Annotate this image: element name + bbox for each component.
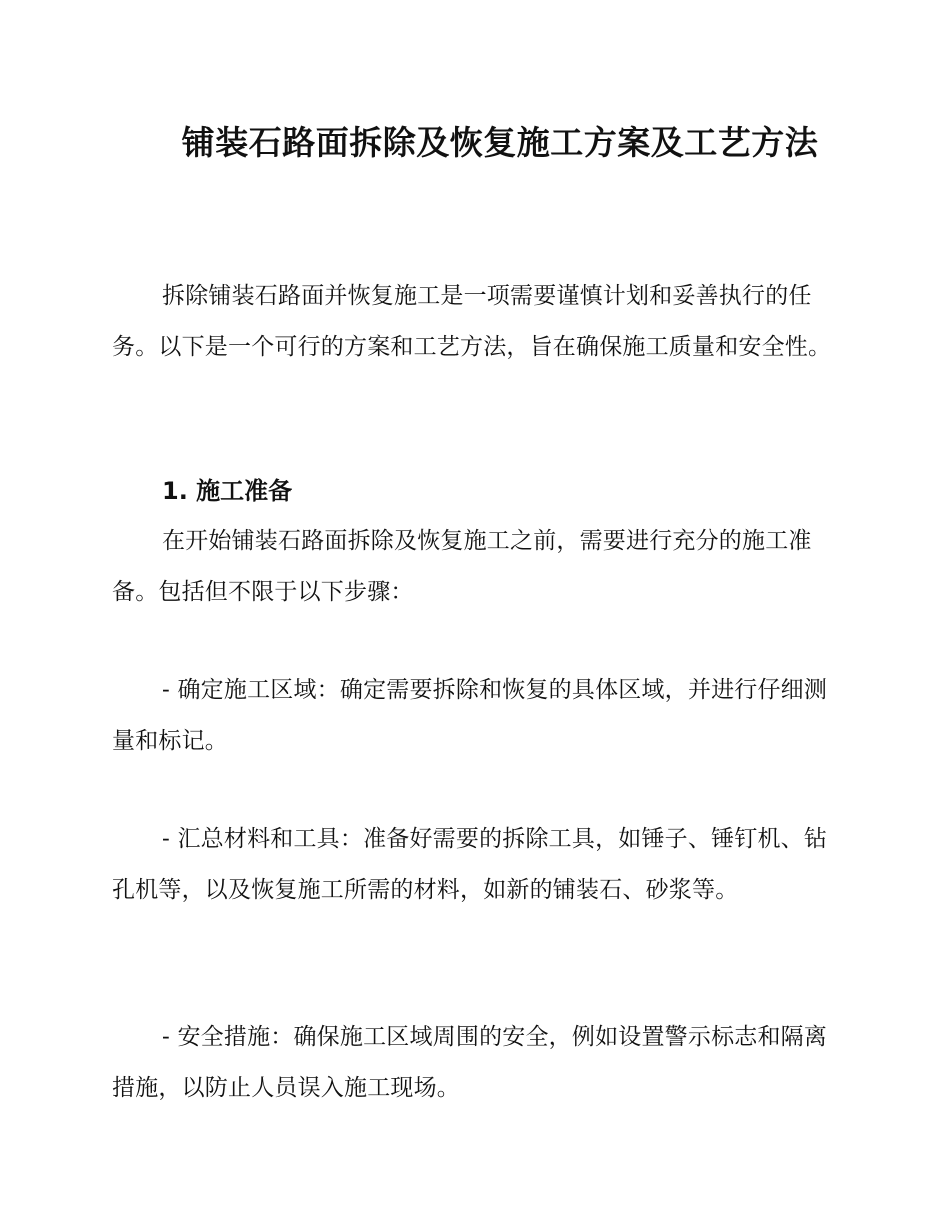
section-intro-paragraph: 在开始铺装石路面拆除及恢复施工之前，需要进行充分的施工准备。包括但不限于以下步骤： — [112, 528, 812, 605]
intro-paragraph: 拆除铺装石路面并恢复施工是一项需要谨慎计划和妥善执行的任务。以下是一个可行的方案和工艺方法，旨在确保施工质量和安全性。 — [112, 283, 832, 360]
list-item: - 安全措施：确保施工区域周围的安全，例如设置警示标志和隔离措施，以防止人员误入施工现场。 — [112, 1024, 828, 1101]
list-item: - 确定施工区域：确定需要拆除和恢复的具体区域，并进行仔细测量和标记。 — [112, 677, 828, 754]
section-heading: 1. 施工准备 — [162, 477, 293, 505]
list-item: - 汇总材料和工具：准备好需要的拆除工具，如锤子、锤钉机、钻孔机等，以及恢复施工所需的材料，如新的铺装石、砂浆等。 — [112, 826, 828, 903]
document-title: 铺装石路面拆除及恢复施工方案及工艺方法 — [181, 123, 819, 162]
